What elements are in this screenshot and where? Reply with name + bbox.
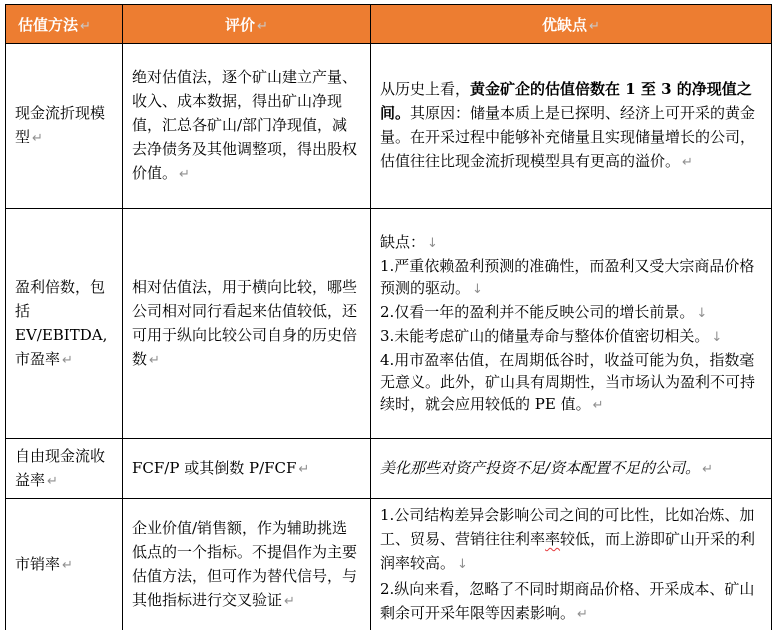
table-row-ps-ratio: [6, 499, 772, 630]
header-label-method: 估值方法: [18, 15, 79, 34]
dcf-pros-bold-text: 黄金矿企的估值倍数在 1 至 3 的净现值之间。: [380, 80, 752, 122]
dcf-pros-rest-text: 其原因：储量本质上是已探明、经济上可开采的黄金量。在开采过程中能够补充储量且实现储量增长的公司，估值往往比现金流折现模型具有更高的溢价。: [380, 104, 756, 170]
cell-end-mark-icon: ↵: [62, 558, 73, 573]
header-label-pros-cons: 优缺点: [542, 15, 588, 34]
dcf-pros-intro-text: 从历史上看，: [380, 80, 471, 98]
dcf-method-text: 现金流折现模型: [15, 104, 106, 146]
cell-end-mark-icon: ↵: [47, 473, 58, 489]
earnings-con3-text: 3.未能考虑矿山的储量寿命与整体价值密切相关。: [380, 326, 710, 345]
earnings-method-text: 盈利倍数，包括 EV/EBITDA, 市盈率: [15, 277, 108, 368]
cell-end-mark-icon: ↵: [592, 397, 604, 413]
paragraph: [132, 65, 361, 187]
earnings-cons-label-text: 缺点：: [380, 232, 426, 251]
cell-fcf-pros-cons: [371, 439, 772, 499]
ps-con1-spellcheck-text: 率: [545, 530, 561, 548]
cell-dcf-pros-cons: [371, 44, 772, 209]
cell-fcf-method: [6, 439, 123, 499]
cell-end-mark-icon: ↵: [682, 155, 693, 170]
paragraph: [380, 77, 762, 175]
line-break-mark-icon: ↓: [427, 235, 438, 251]
paragraph: [380, 255, 762, 301]
paragraph: [380, 301, 762, 325]
cell-end-mark-icon: ↵: [149, 352, 160, 368]
paragraph: [380, 577, 762, 627]
table-row-fcf-yield: [6, 439, 772, 499]
cell-earnings-pros-cons: [371, 209, 772, 439]
cell-ps-method: [6, 499, 123, 630]
fcf-note-text: 美化那些对资产投资不足/资本配置不足的公司。: [380, 458, 701, 477]
earnings-con4-text: 4.用市盈率估值，在周期低谷时，收益可能为负，指数毫无意义。此外，矿山具有周期性，当市场认为盈利不可持续时，就会应用较低的 PE 值。: [380, 350, 756, 413]
paragraph: [380, 503, 762, 577]
paragraph: [380, 349, 762, 417]
ps-method-text: 市销率: [15, 555, 61, 573]
header-label-evaluation: 评价: [225, 15, 256, 34]
paragraph: [132, 275, 361, 373]
cell-end-mark-icon: ↵: [62, 352, 73, 368]
earnings-con2-text: 2.仅看一年的盈利并不能反映公司的增长前景。: [380, 302, 695, 321]
earnings-con1-text: 1.严重依赖盈利预测的准确性，而盈利又受大宗商品价格预测的驱动。: [380, 256, 755, 297]
dcf-evaluation-text: 绝对估值法，逐个矿山建立产量、收入、成本数据，得出矿山净现值，汇总各矿山/部门净现值，减去净债务及其他调整项，得出股权价值。: [132, 68, 358, 182]
valuation-methods-table: [5, 4, 772, 630]
cell-earnings-method: [6, 209, 123, 439]
table-header-row: [6, 5, 772, 44]
table-row-dcf: [6, 44, 772, 209]
paragraph: [15, 444, 113, 494]
cell-end-mark-icon: ↵: [257, 18, 268, 34]
fcf-evaluation-text: FCF/P 或其倒数 P/FCF: [132, 458, 297, 477]
table-row-earnings-multiple: [6, 209, 772, 439]
line-break-mark-icon: ↓: [457, 557, 468, 572]
paragraph: [132, 516, 361, 614]
cell-end-mark-icon: ↵: [577, 607, 588, 622]
paragraph: [15, 275, 113, 373]
earnings-evaluation-text: 相对估值法，用于横向比较，哪些公司相对同行看起来估值较低，还可用于纵向比较公司自身的历史倍数: [132, 277, 358, 368]
paragraph: [380, 456, 762, 482]
ps-evaluation-text: 企业价值/销售额，作为辅助挑选低点的一个指标。不提倡作为主要估值方法，但可作为替代信号，与其他指标进行交叉验证: [132, 519, 358, 609]
ps-con2-text: 2.纵向来看，忽略了不同时期商品价格、开采成本、矿山剩余可开采年限等因素影响。: [380, 580, 755, 622]
paragraph: [380, 325, 762, 349]
cell-dcf-method: [6, 44, 123, 209]
cell-ps-evaluation: [123, 499, 371, 630]
line-break-mark-icon: ↓: [472, 281, 483, 297]
paragraph: [15, 101, 113, 151]
header-cell-method: [6, 5, 123, 44]
cell-end-mark-icon: ↵: [298, 461, 310, 477]
paragraph: [15, 552, 113, 578]
header-cell-evaluation: [123, 5, 371, 44]
cell-earnings-evaluation: [123, 209, 371, 439]
line-break-mark-icon: ↓: [696, 305, 708, 321]
line-break-mark-icon: ↓: [711, 329, 723, 345]
ps-con1-text-a: 1.公司结构差异会影响公司之间的可比性，比如冶炼、加工、贸易、营销往往利率: [380, 506, 755, 548]
cell-end-mark-icon: ↵: [589, 18, 600, 34]
cell-fcf-evaluation: [123, 439, 371, 499]
cell-end-mark-icon: ↵: [284, 594, 295, 609]
cell-ps-pros-cons: [371, 499, 772, 630]
cell-end-mark-icon: ↵: [32, 131, 43, 146]
fcf-method-text: 自由现金流收益率: [15, 446, 106, 489]
cell-dcf-evaluation: [123, 44, 371, 209]
cell-end-mark-icon: ↵: [702, 461, 713, 477]
paragraph: [132, 456, 361, 482]
cell-end-mark-icon: ↵: [179, 167, 190, 182]
paragraph: [380, 231, 762, 255]
header-cell-pros-cons: [371, 5, 772, 44]
ps-con1-text-b: 较低，而上游即矿山开采的利润率较高。: [380, 530, 756, 572]
cell-end-mark-icon: ↵: [80, 18, 91, 34]
